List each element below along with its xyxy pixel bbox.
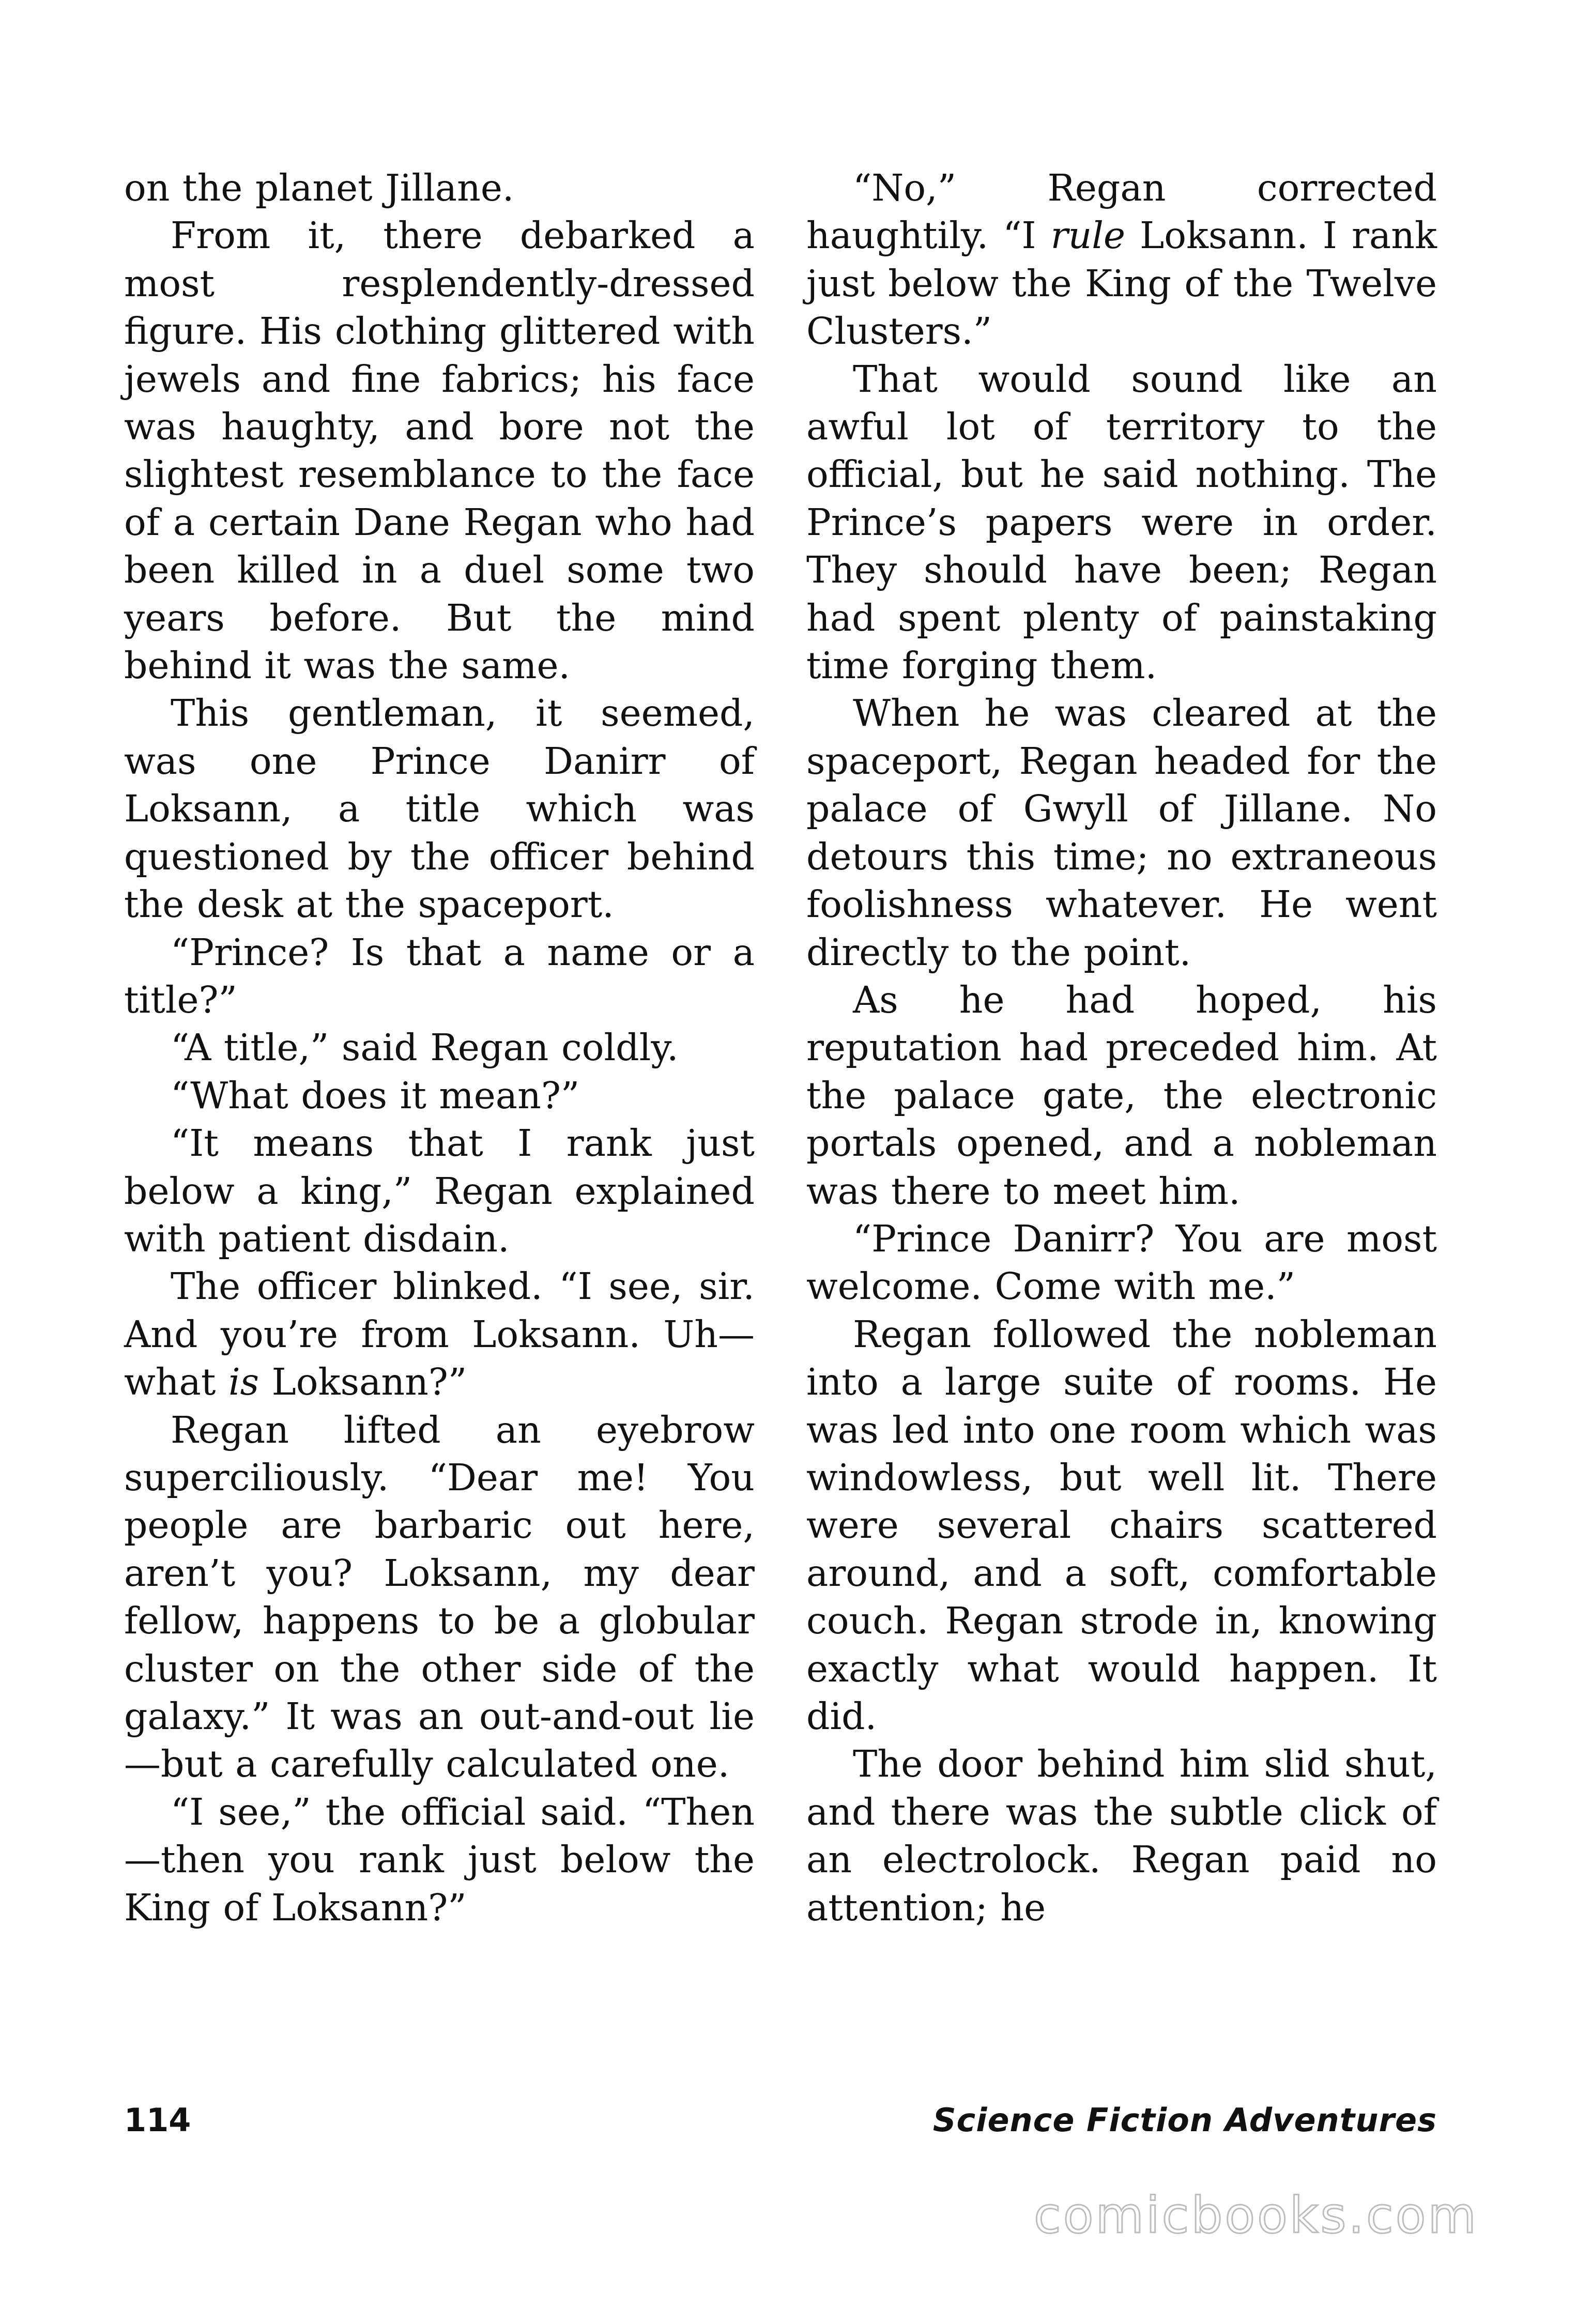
paragraph bbox=[124, 1120, 755, 1263]
paragraph bbox=[806, 976, 1437, 1215]
paragraph bbox=[124, 1406, 755, 1788]
emphasized-text: is bbox=[228, 1360, 259, 1404]
left-text-column bbox=[124, 164, 755, 1932]
paragraph bbox=[806, 1311, 1437, 1741]
text-segment: “It means that I rank just below a king,” Regan explained with patient disdain. bbox=[124, 1122, 755, 1260]
text-segment: Regan followed the nobleman into a large suite of rooms. He was led into one room which was windowless, but well lit. There were several chairs scattered around, and a soft, comfortable couch. Regan strode in, knowing exactly what would happen. It did. bbox=[806, 1312, 1437, 1738]
text-segment: on the planet Jillane. bbox=[124, 166, 514, 209]
watermark: comicbooks.com bbox=[1033, 2187, 1478, 2244]
paragraph bbox=[124, 212, 755, 690]
paragraph bbox=[806, 1740, 1437, 1932]
text-segment: Loksann?” bbox=[259, 1360, 467, 1404]
text-segment: “Prince Danirr? You are most welcome. Come with me.” bbox=[806, 1217, 1437, 1308]
paragraph bbox=[806, 164, 1437, 356]
right-text-column bbox=[806, 164, 1437, 1932]
text-segment: The door behind him slid shut, and there was the subtle click of an electrolock. Regan paid no attention; he bbox=[806, 1742, 1437, 1929]
text-segment: Loksann. I rank just below the King of the Twelve Clusters.” bbox=[806, 214, 1437, 353]
paragraph bbox=[806, 1215, 1437, 1311]
text-segment: Regan lifted an eyebrow superciliously. “Dear me! You people are barbaric out here, aren’t you? Loksann, my dear fellow, happens to be a globular cluster on the other side of the galaxy.” It was an out-and-out lie—but a carefully calculated one. bbox=[124, 1408, 755, 1786]
text-segment: “Prince? Is that a name or a title?” bbox=[124, 930, 755, 1021]
paragraph bbox=[124, 1263, 755, 1406]
paragraph bbox=[806, 690, 1437, 976]
paragraph bbox=[124, 1024, 755, 1072]
page-footer bbox=[124, 2101, 1437, 2143]
paragraph bbox=[124, 1072, 755, 1120]
text-segment: That would sound like an awful lot of territory to the official, but he said nothing. The Prince’s papers were in order. They should have been; Regan had spent plenty of painstaking time forging them. bbox=[806, 357, 1437, 687]
text-segment: “I see,” the official said. “Then—then you rank just below the King of Loksann?” bbox=[124, 1790, 755, 1929]
text-segment: The officer blinked. “I see, sir. And you’re from Loksann. Uh—what bbox=[124, 1265, 755, 1404]
paragraph bbox=[124, 929, 755, 1025]
text-segment: When he was cleared at the spaceport, Regan headed for the palace of Gwyll of Jillane. No detours this time; no extraneous foolishness whatever. He went directly to the point. bbox=[806, 692, 1437, 974]
text-segment: As he had hoped, his reputation had preceded him. At the palace gate, the electronic portals opened, and a nobleman was there to meet him. bbox=[806, 978, 1437, 1213]
text-segment: “What does it mean?” bbox=[171, 1074, 580, 1117]
text-segment: “A title,” said Regan coldly. bbox=[171, 1026, 679, 1069]
magazine-title: Science Fiction Adventures bbox=[932, 2101, 1437, 2139]
page-number: 114 bbox=[124, 2101, 191, 2139]
paragraph bbox=[806, 356, 1437, 690]
text-segment: This gentleman, it seemed, was one Prince Danirr of Loksann, a title which was questioned by the officer behind the desk at the spaceport. bbox=[124, 692, 755, 926]
paragraph bbox=[124, 690, 755, 928]
text-segment: “No,” Regan corrected haughtily. “I bbox=[806, 166, 1437, 257]
paragraph bbox=[124, 1788, 755, 1932]
paragraph bbox=[124, 164, 755, 212]
text-segment: From it, there debarked a most resplendently-dressed figure. His clothing glittered with jewels and fine fabrics; his face was haughty, and bore not the slightest resemblance to the face of a certain Dane Regan who had been killed in a duel some two years before. But the mind behind it was the same. bbox=[124, 214, 755, 687]
emphasized-text: rule bbox=[1050, 214, 1126, 257]
